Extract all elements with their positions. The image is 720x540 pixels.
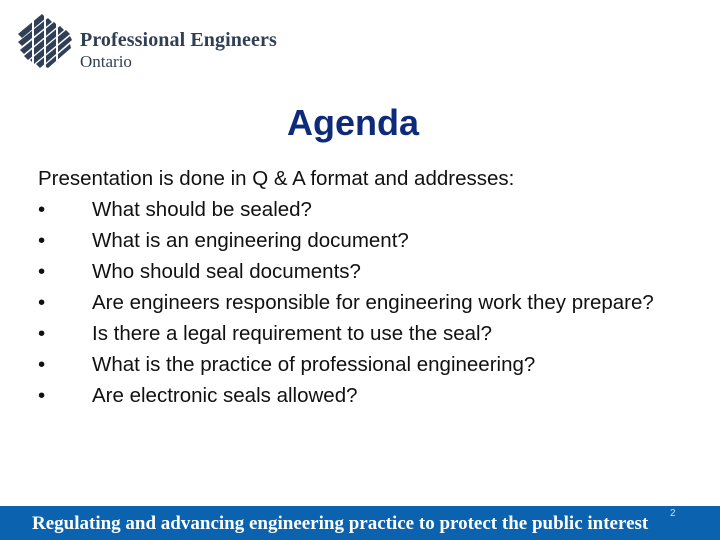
footer-tagline: Regulating and advancing engineering practice to protect the public interest <box>32 513 649 534</box>
agenda-list <box>38 194 678 411</box>
logo-name-line1: Professional Engineers <box>80 29 277 51</box>
bullet-icon: • <box>38 353 46 376</box>
agenda-item <box>38 318 678 349</box>
agenda-item <box>38 256 678 287</box>
bullet-icon: • <box>38 384 46 407</box>
agenda-item-text: What should be sealed? <box>92 198 312 221</box>
bullet-icon: • <box>38 322 46 345</box>
agenda-item <box>38 287 678 318</box>
agenda-item <box>38 380 678 411</box>
agenda-item <box>38 194 678 225</box>
bullet-icon: • <box>38 260 46 283</box>
agenda-item <box>38 225 678 256</box>
agenda-item-text: Are electronic seals allowed? <box>92 384 358 407</box>
intro-text: Presentation is done in Q & A format and addresses: <box>38 167 515 190</box>
slide-body <box>38 163 678 411</box>
agenda-item-text: What is an engineering document? <box>92 229 409 252</box>
agenda-item-text: Is there a legal requirement to use the seal? <box>92 322 492 345</box>
logo-name-line2: Ontario <box>80 52 132 71</box>
slide-title: Agenda <box>286 102 419 143</box>
bullet-icon: • <box>38 198 46 221</box>
bullet-icon: • <box>38 229 46 252</box>
peo-logo <box>14 12 277 74</box>
peo-logo-mark-icon <box>14 12 76 72</box>
page-number: 2 <box>670 508 676 519</box>
agenda-item-text: Who should seal documents? <box>92 260 361 283</box>
agenda-item-text: What is the practice of professional engineering? <box>92 353 536 376</box>
footer-bar <box>0 506 720 540</box>
agenda-item <box>38 349 678 380</box>
agenda-item-text: Are engineers responsible for engineering work they prepare? <box>92 291 654 314</box>
bullet-icon: • <box>38 291 46 314</box>
